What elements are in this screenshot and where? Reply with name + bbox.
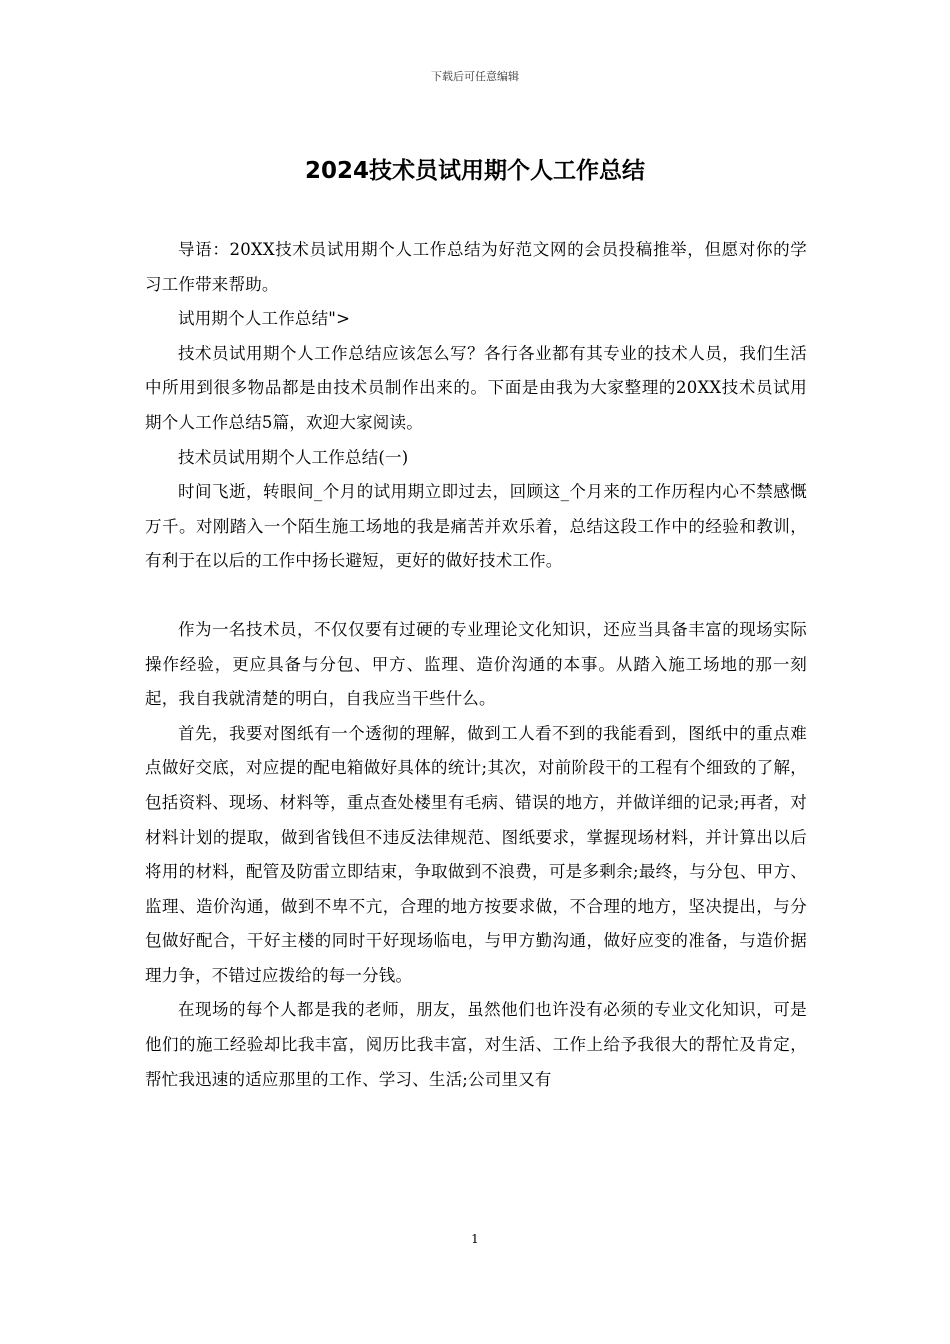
paragraph-intro: 导语：20XX技术员试用期个人工作总结为好范文网的会员投稿推举，但愿对你的学习工作带来帮助。 — [145, 240, 807, 294]
paragraph-reflection: 时间飞逝，转眼间_个月的试用期立即过去，回顾这_个月来的工作历程内心不禁感慨万千。对刚踏入一个陌生施工场地的我是痛苦并欢乐着，总结这段工作中的经验和教训，有利于在以后的工作中扬长避短，更好的做好技术工作。 — [145, 482, 807, 571]
document-body — [145, 233, 807, 1097]
document-title: 2024技术员试用期个人工作总结 — [304, 158, 645, 184]
paragraph-overview: 技术员试用期个人工作总结应该怎么写？各行各业都有其专业的技术人员，我们生活中所用到很多物品都是由技术员制作出来的。下面是由我为大家整理的20XX技术员试用期个人工作总结5篇，欢迎大家阅读。 — [145, 343, 807, 432]
paragraph-role: 作为一名技术员，不仅仅要有过硬的专业理论文化知识，还应当具备丰富的现场实际操作经验，更应具备与分包、甲方、监理、造价沟通的本事。从踏入施工场地的那一刻起，我自我就清楚的明白，自我应当干些什么。 — [145, 619, 807, 709]
paragraph-mentors: 在现场的每个人都是我的老师，朋友，虽然他们也许没有必须的专业文化知识，可是他们的施工经验却比我丰富，阅历比我丰富，对生活、工作上给予我很大的帮忙及肯定，帮忙我迅速的适应那里的工作、学习、生活;公司里又有 — [145, 1000, 807, 1089]
paragraph-subtitle: 试用期个人工作总结"> — [178, 309, 351, 329]
page-number: 1 — [471, 1232, 479, 1246]
page-header-note: 下载后可任意编辑 — [431, 70, 519, 83]
section-heading: 技术员试用期个人工作总结(一) — [178, 447, 409, 467]
paragraph-tasks: 首先，我要对图纸有一个透彻的理解，做到工人看不到的我能看到，图纸中的重点难点做好交底，对应提的配电箱做好具体的统计;其次，对前阶段干的工程有个细致的了解，包括资料、现场、材料等，重点查处楼里有毛病、错误的地方，并做详细的记录;再者，对材料计划的提取，做到省钱但不违反法律规范、图纸要求，掌握现场材料，并计算出以后将用的材料，配管及防雷立即结束，争取做到不浪费，可是多剩余;最终，与分包、甲方、监理、造价沟通，做到不卑不亢，合理的地方按要求做，不合理的地方，坚决提出，与分包做好配合，干好主楼的同时干好现场临电，与甲方勤沟通，做好应变的准备，与造价据理力争，不错过应拨给的每一分钱。 — [145, 723, 807, 985]
